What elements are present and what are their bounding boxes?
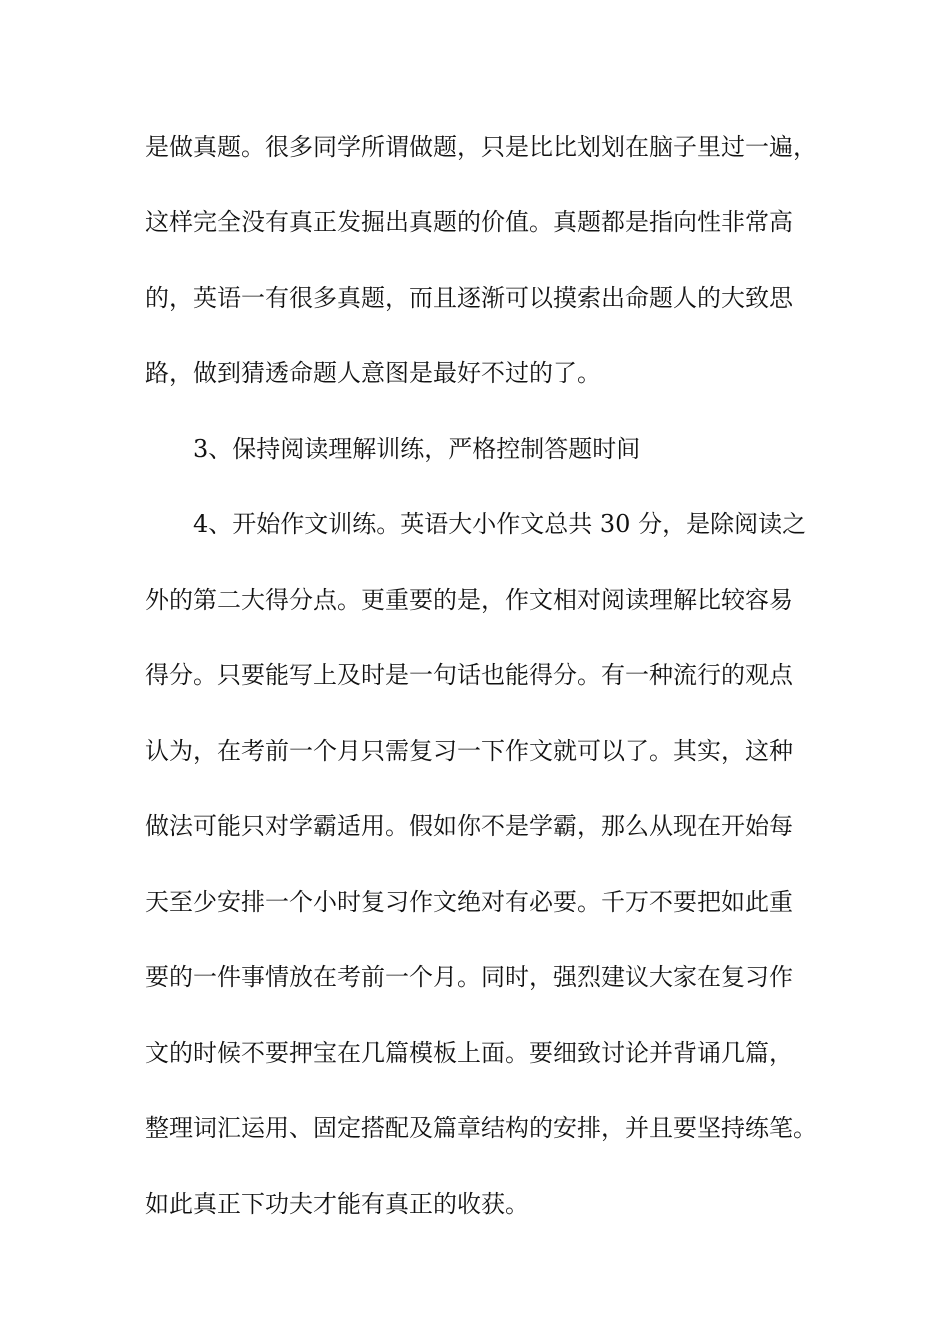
text-line: 整理词汇运用、固定搭配及篇章结构的安排，并且要坚持练笔。: [145, 1114, 817, 1142]
text-line: 得分。只要能写上及时是一句话也能得分。有一种流行的观点: [145, 661, 793, 689]
text-line: 是做真题。很多同学所谓做题，只是比比划划在脑子里过一遍，: [145, 133, 817, 161]
text-line: 这样完全没有真正发掘出真题的价值。真题都是指向性非常高: [145, 208, 793, 236]
text-line: 4、开始作文训练。英语大小作文总共 30 分，是除阅读之: [193, 510, 807, 538]
section-heading: 3、保持阅读理解训练，严格控制答题时间: [193, 435, 641, 463]
text-line: 路，做到猜透命题人意图是最好不过的了。: [145, 359, 601, 387]
text-line: 外的第二大得分点。更重要的是，作文相对阅读理解比较容易: [145, 586, 793, 614]
text-line: 天至少安排一个小时复习作文绝对有必要。千万不要把如此重: [145, 888, 793, 916]
text-line: 文的时候不要押宝在几篇模板上面。要细致讨论并背诵几篇，: [145, 1039, 793, 1067]
text-line: 如此真正下功夫才能有真正的收获。: [145, 1190, 529, 1218]
text-line: 的，英语一有很多真题，而且逐渐可以摸索出命题人的大致思: [145, 284, 793, 312]
text-line: 做法可能只对学霸适用。假如你不是学霸，那么从现在开始每: [145, 812, 793, 840]
text-line: 认为，在考前一个月只需复习一下作文就可以了。其实，这种: [145, 737, 793, 765]
text-line: 要的一件事情放在考前一个月。同时，强烈建议大家在复习作: [145, 963, 793, 991]
